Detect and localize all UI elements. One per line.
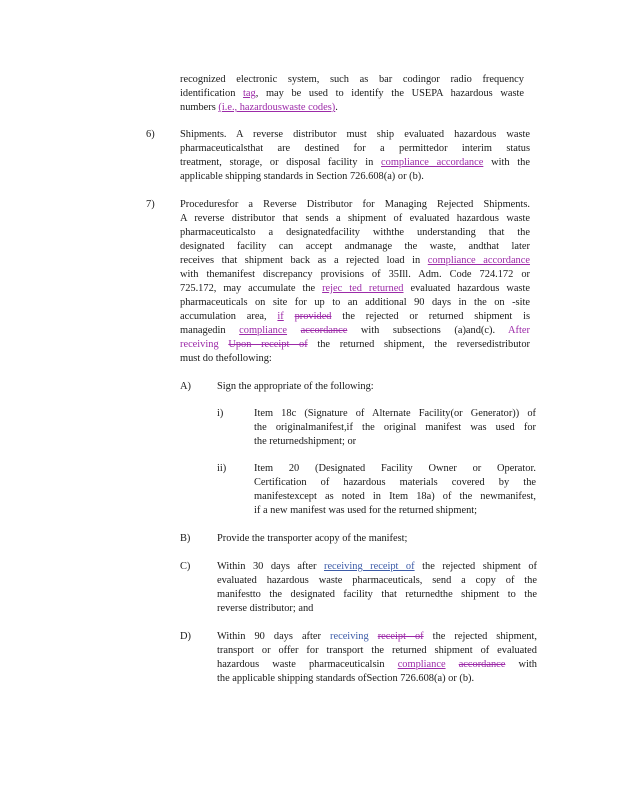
continuation-paragraph bbox=[180, 73, 524, 115]
text: Shipments. A reverse distributor must ship evaluated hazardous waste bbox=[180, 129, 530, 140]
line bbox=[180, 142, 530, 156]
text: pharmaceuticalsto a designatedfacility withthe understanding that the bbox=[180, 227, 530, 238]
item-6-paragraph bbox=[180, 128, 530, 184]
inserted-text: receiving bbox=[180, 339, 219, 350]
line bbox=[254, 435, 536, 449]
text: the applicable shipping standards ofSection 726.608(a) or (b). bbox=[217, 673, 475, 684]
text: the returnedshipment; or bbox=[254, 436, 357, 447]
text: Provide the transporter acopy of the manifest; bbox=[217, 533, 408, 544]
line bbox=[180, 324, 530, 338]
text: the originalmanifest,if the original manifest was used for bbox=[254, 422, 536, 433]
line bbox=[217, 532, 537, 546]
line bbox=[217, 380, 537, 394]
item-7-paragraph bbox=[180, 198, 530, 366]
text: Within 90 days after bbox=[217, 631, 331, 642]
text: with bbox=[505, 659, 537, 670]
subsection-d bbox=[217, 630, 537, 686]
line bbox=[180, 73, 524, 87]
subsection-b bbox=[217, 532, 537, 546]
text: if a new manifest was used for the returned shipment; bbox=[254, 505, 478, 516]
line bbox=[180, 268, 530, 282]
text: reverse distributor; and bbox=[217, 603, 314, 614]
line bbox=[180, 240, 530, 254]
line bbox=[180, 101, 524, 115]
line bbox=[254, 504, 536, 518]
item-number: A) bbox=[180, 381, 191, 392]
subsection-a-ii bbox=[254, 462, 536, 518]
item-number: i) bbox=[217, 408, 224, 419]
deleted-text: accordance bbox=[300, 325, 348, 336]
text: Item 18c (Signature of Alternate Facility(or Generator)) of bbox=[254, 408, 536, 419]
line bbox=[217, 574, 537, 588]
text: . bbox=[335, 102, 338, 113]
text: with subsections (a)and(c). bbox=[347, 325, 509, 336]
line bbox=[180, 156, 530, 170]
line bbox=[254, 476, 536, 490]
line bbox=[254, 421, 536, 435]
text: accumulation area, bbox=[180, 311, 278, 322]
text: treatment, storage, or disposal facility in bbox=[180, 157, 382, 168]
line bbox=[180, 254, 530, 268]
text: must do thefollowing: bbox=[180, 353, 272, 364]
line bbox=[180, 310, 530, 324]
line bbox=[180, 212, 530, 226]
line bbox=[180, 128, 530, 142]
line bbox=[254, 462, 536, 476]
text: numbers bbox=[180, 102, 219, 113]
text: pharmaceuticals on site for up to an additional 90 days in the on -site bbox=[180, 297, 530, 308]
text: with the bbox=[483, 157, 530, 168]
text: Certification of hazardous materials covered by the bbox=[254, 477, 536, 488]
text: the rejected or returned shipment is bbox=[331, 311, 530, 322]
text: Sign the appropriate of the following: bbox=[217, 381, 374, 392]
item-number: C) bbox=[180, 561, 191, 572]
inserted-text: if bbox=[277, 311, 284, 322]
text: the rejected shipment of bbox=[414, 561, 537, 572]
inserted-text: After bbox=[508, 325, 530, 336]
line bbox=[217, 560, 537, 574]
line bbox=[180, 296, 530, 310]
text: A reverse distributor that sends a shipment of evaluated hazardous waste bbox=[180, 213, 530, 224]
text: the rejected shipment, bbox=[423, 631, 537, 642]
line bbox=[217, 644, 537, 658]
line bbox=[180, 226, 530, 240]
line bbox=[180, 198, 530, 212]
text: receives that shipment back as a rejected load in bbox=[180, 255, 428, 266]
text: identification bbox=[180, 88, 244, 99]
deleted-text: receipt of bbox=[377, 631, 424, 642]
text: designated facility can accept andmanage the waste, andthat later bbox=[180, 241, 530, 252]
deleted-text: accordance bbox=[458, 659, 506, 670]
text: recognized electronic system, such as bar codingor radio frequency bbox=[180, 74, 524, 85]
inserted-text: compliance bbox=[397, 659, 446, 670]
text: evaluated hazardous waste bbox=[403, 283, 530, 294]
line bbox=[180, 170, 530, 184]
item-number: 6) bbox=[146, 129, 155, 140]
line bbox=[180, 338, 530, 352]
line bbox=[217, 588, 537, 602]
line bbox=[217, 658, 537, 672]
inserted-text: (i.e., hazardouswaste codes) bbox=[218, 102, 336, 113]
item-number: 7) bbox=[146, 199, 155, 210]
text: 725.172, may accumulate the bbox=[180, 283, 323, 294]
inserted-text: rejec ted returned bbox=[322, 283, 404, 294]
line bbox=[217, 630, 537, 644]
text: pharmaceuticalsthat are destined for a permittedor interim status bbox=[180, 143, 530, 154]
text: manifestexcept as noted in Item 18a) of the newmanifest, bbox=[254, 491, 536, 502]
text: , may be used to identify the USEPA hazardous waste bbox=[255, 88, 524, 99]
item-number: D) bbox=[180, 631, 191, 642]
text: manifestto the designated facility that returnedthe shipment to the bbox=[217, 589, 537, 600]
subsection-c bbox=[217, 560, 537, 616]
inserted-text: compliance accordance bbox=[381, 157, 484, 168]
inserted-text: tag bbox=[243, 88, 256, 99]
subsection-a bbox=[217, 380, 537, 394]
deleted-text: Upon receipt of bbox=[228, 339, 308, 350]
item-number: B) bbox=[180, 533, 191, 544]
line bbox=[180, 352, 530, 366]
text: Item 20 (Designated Facility Owner or Operator. bbox=[254, 463, 536, 474]
inserted-text: receiving receipt of bbox=[323, 561, 415, 572]
line bbox=[217, 672, 537, 686]
deleted-text: provided bbox=[294, 311, 332, 322]
line bbox=[180, 87, 524, 101]
text: evaluated hazardous waste pharmaceuticals, send a copy of the bbox=[217, 575, 537, 586]
item-number: ii) bbox=[217, 463, 227, 474]
text: applicable shipping standards in Section 726.608(a) or (b). bbox=[180, 171, 424, 182]
line bbox=[217, 602, 537, 616]
subsection-a-i bbox=[254, 407, 536, 449]
line bbox=[254, 407, 536, 421]
line bbox=[180, 282, 530, 296]
text: the returned shipment, the reversedistributor bbox=[307, 339, 530, 350]
text: managedin bbox=[180, 325, 240, 336]
text: with themanifest discrepancy provisions of 35Ill. Adm. Code 724.172 or bbox=[180, 269, 530, 280]
text: Proceduresfor a Reverse Distributor for Managing Rejected Shipments. bbox=[180, 199, 530, 210]
text: transport or offer for transport the returned shipment of evaluated bbox=[217, 645, 537, 656]
inserted-text: compliance accordance bbox=[427, 255, 530, 266]
line bbox=[254, 490, 536, 504]
text: Within 30 days after bbox=[217, 561, 324, 572]
inserted-text: receiving bbox=[330, 631, 369, 642]
text: hazardous waste pharmaceuticalsin bbox=[217, 659, 398, 670]
inserted-text: compliance bbox=[239, 325, 288, 336]
